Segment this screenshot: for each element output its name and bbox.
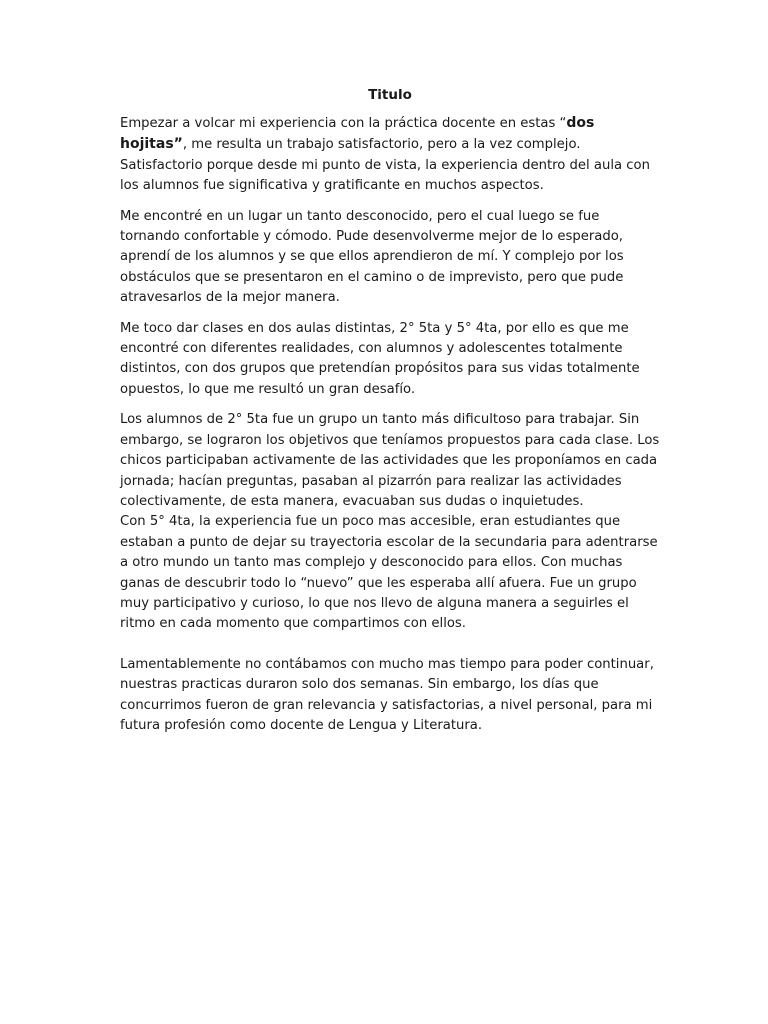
paragraph-1-start: Empezar a volcar mi experiencia con la práctica docente en estas “ [120, 116, 567, 131]
paragraph-4: Los alumnos de 2° 5ta fue un grupo un tanto más dificultoso para trabajar. Sin embargo, se lograron los objetivos que teníamos propuestos para cada clase. Los chicos participaban activamente de las actividades que les proponíamos en cada jornada; hacían preguntas, pasaban al pizarrón para realizar las actividades colectivamente, de esta manera, evacuaban sus dudas o inquietudes. [120, 412, 660, 509]
paragraph-1 [120, 113, 660, 197]
document-body [120, 85, 660, 746]
paragraph-5: Con 5° 4ta, la experiencia fue un poco mas accesible, eran estudiantes que estaban a punto de dejar su trayectoria escolar de la secundaria para adentrarse a otro mundo un tanto mas complejo y desconocido para ellos. Con muchas ganas de descubrir todo lo “nuevo” que les esperaba allí afuera. Fue un grupo muy participativo y curioso, lo que nos llevo de alguna manera a seguirles el ritmo en cada momento que compartimos con ellos. [120, 514, 658, 632]
blank-line [120, 635, 660, 655]
paragraph-2: Me encontré en un lugar un tanto desconocido, pero el cual luego se fue tornando confortable y cómodo. Pude desenvolverme mejor de lo esperado, aprendí de los alumnos y se que ellos aprendieron de mí. Y complejo por los obstáculos que se presentaron en el camino o de imprevisto, pero que pude atravesarlos de la mejor manera. [120, 208, 624, 306]
paragraph-3: Me toco dar clases en dos aulas distintas, 2° 5ta y 5° 4ta, por ello es que me encontré con diferentes realidades, con alumnos y adolescentes totalmente distintos, con dos grupos que pretendían propósitos para sus vidas totalmente opuestos, lo que me resultó un gran desafío. [120, 320, 640, 397]
paragraph-1-emphasis: dos hojitas” [120, 115, 595, 153]
paragraph-1-end: , me resulta un trabajo satisfactorio, pero a la vez complejo. Satisfactorio porque desde mi punto de vista, la experiencia dentro del aula con los alumnos fue significativa y gratificante en muchos aspectos. [120, 137, 650, 194]
paragraph-6: Lamentablemente no contábamos con mucho mas tiempo para poder continuar, nuestras practicas duraron solo dos semanas. Sin embargo, los días que concurrimos fueron de gran relevancia y satisfactorias, a nivel personal, para mi futura profesión como docente de Lengua y Literatura. [120, 656, 654, 733]
document-title: Titulo [368, 87, 412, 103]
